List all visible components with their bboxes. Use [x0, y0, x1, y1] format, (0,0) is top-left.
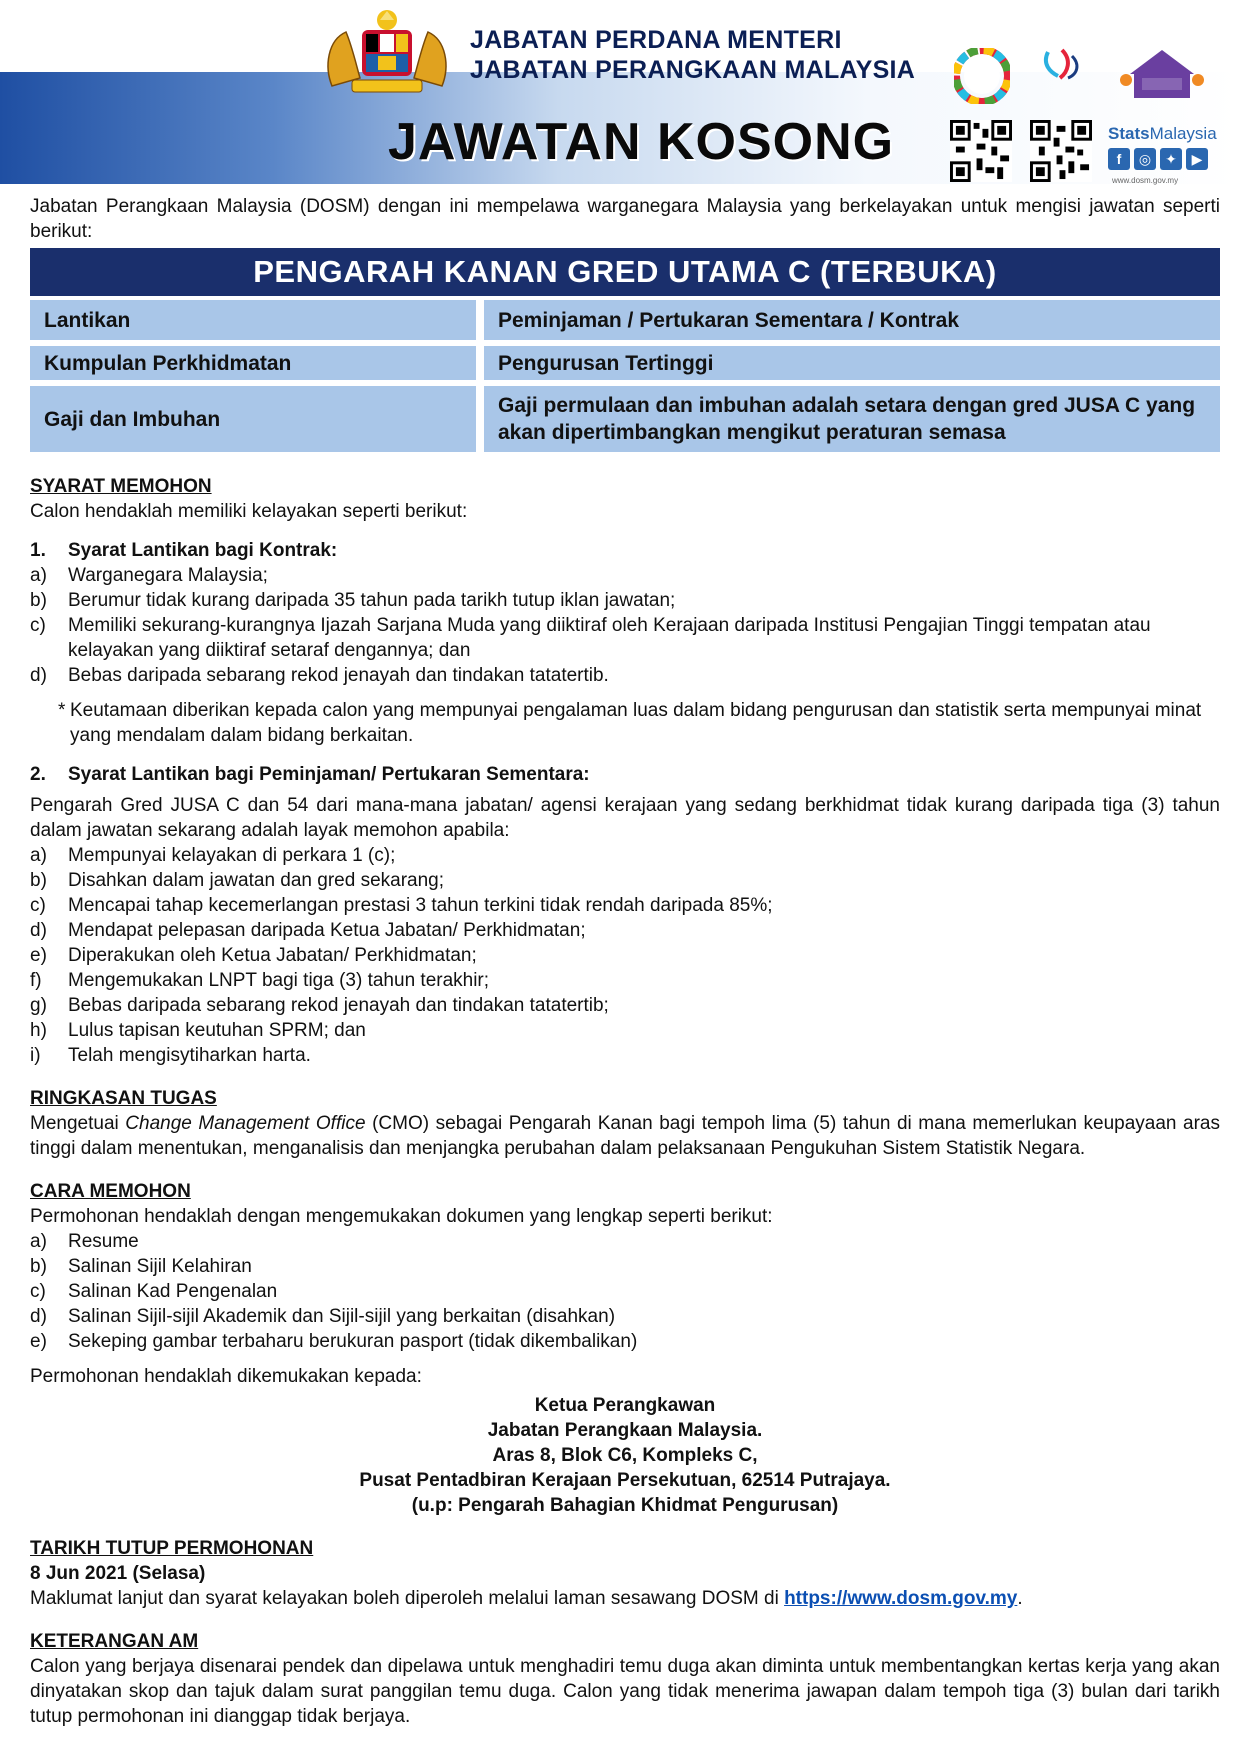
position-info-table [30, 294, 1220, 458]
list-item: d) Bebas daripada sebarang rekod jenayah dan tindakan tatatertib. [30, 665, 609, 686]
list-item: a) Mempunyai kelayakan di perkara 1 (c); [30, 845, 396, 866]
section-heading-syarat: SYARAT MEMOHON [30, 476, 212, 497]
info-label: Lantikan [30, 300, 476, 340]
section-heading-cara: CARA MEMOHON [30, 1181, 191, 1202]
info-value: Pengurusan Tertinggi [484, 346, 1220, 380]
header-banner [0, 0, 1240, 188]
list-item: c) Mencapai tahap kecemerlangan prestasi 3 tahun terkini tidak rendah daripada 85%; [30, 895, 773, 916]
intro-paragraph: Jabatan Perangkaan Malaysia (DOSM) dengan ini mempelawa warganegara Malaysia yang berkelayakan untuk mengisi jawatan seperti berikut: [30, 196, 1220, 242]
submit-to-text: Permohonan hendaklah dikemukakan kepada: [30, 1366, 422, 1387]
list-item: b) Berumur tidak kurang daripada 35 tahun pada tarikh tutup iklan jawatan; [30, 590, 676, 611]
cara-lead: Permohonan hendaklah dengan mengemukakan dokumen yang lengkap seperti berikut: [30, 1206, 773, 1227]
list-item: b) Disahkan dalam jawatan dan gred sekarang; [30, 870, 445, 891]
more-info-text: Maklumat lanjut dan syarat kelayakan boleh diperoleh melalui laman sesawang DOSM di https://www.dosm.gov.my. [30, 1588, 1023, 1609]
hari-statistik-negara-icon [1028, 46, 1094, 106]
address-line: Aras 8, Blok C6, Kompleks C, [492, 1445, 758, 1466]
info-label: Kumpulan Perkhidmatan [30, 346, 476, 380]
qr-code-icon [1030, 120, 1092, 182]
list-item: e) Sekeping gambar terbaharu berukuran pasport (tidak dikembalikan) [30, 1331, 638, 1352]
keterangan-paragraph: Calon yang berjaya disenarai pendek dan dipelawa untuk menghadiri temu duga akan diminta untuk membentangkan kertas kerja yang akan dinyatakan skop dan tajuk dalam surat panggilan temu duga. Calon yang tidak menerima jawapan dalam tempoh tiga (3) bulan dari tarikh tutup permohonan ini dianggap tidak berjaya. [30, 1656, 1220, 1727]
info-row-gaji [30, 386, 1220, 452]
list-item: a) Resume [30, 1231, 139, 1252]
list-item: c) Memiliki sekurang-kurangnya Ijazah Sarjana Muda yang diiktiraf oleh Kerajaan daripada Institusi Pengajian Tinggi tempatan atau kelayakan yang diiktiraf setaraf dengannya; dan [30, 615, 1151, 661]
sdg-wheel-icon [954, 48, 1010, 104]
facebook-icon[interactable]: f [1108, 148, 1130, 170]
dosm-website-link[interactable]: https://www.dosm.gov.my [784, 1588, 1018, 1609]
qr-code-icon [950, 120, 1012, 182]
section-heading-ringkasan: RINGKASAN TUGAS [30, 1088, 217, 1109]
closing-date: 8 Jun 2021 (Selasa) [30, 1563, 206, 1584]
ringkasan-paragraph: Mengetuai Change Management Office (CMO) sebagai Pengarah Kanan bagi tempoh lima (5) tahun di mana memerlukan keupayaan aras tinggi dalam menentukan, menganalisis dan menjangka perubahan dalam pelaksanaan Pengukuhan Sistem Statistik Negara. [30, 1113, 1220, 1159]
instagram-icon[interactable]: ◎ [1134, 148, 1156, 170]
twitter-icon[interactable]: ✦ [1160, 148, 1182, 170]
website-small-text: www.dosm.gov.my [1112, 176, 1179, 185]
list-item: b) Salinan Sijil Kelahiran [30, 1256, 252, 1277]
section-heading-keterangan: KETERANGAN AM [30, 1631, 199, 1652]
info-value: Peminjaman / Pertukaran Sementara / Kontrak [484, 300, 1220, 340]
peminjaman-lead: Pengarah Gred JUSA C dan 54 dari mana-mana jabatan/ agensi kerajaan yang sedang berkhidmat tidak kurang daripada tiga (3) tahun dalam jawatan sekarang adalah layak memohon apabila: [30, 795, 1220, 841]
position-title: PENGARAH KANAN GRED UTAMA C (TERBUKA) [30, 248, 1220, 296]
info-label: Gaji dan Imbuhan [30, 386, 476, 452]
agency-name-line1: JABATAN PERDANA MENTERI [470, 26, 842, 54]
list-item: c) Salinan Kad Pengenalan [30, 1281, 278, 1302]
page-title: JAWATAN KOSONG [388, 113, 895, 171]
peminjaman-list [30, 843, 1220, 1068]
list-item: d) Mendapat pelepasan daripada Ketua Jabatan/ Perkhidmatan; [30, 920, 586, 941]
malaysia-coat-of-arms-icon [318, 6, 456, 98]
list-item: d) Salinan Sijil-sijil Akademik dan Sijil-sijil yang berkaitan (disahkan) [30, 1306, 616, 1327]
social-media-icons [1108, 148, 1208, 170]
list-item: i) Telah mengisytiharkan harta. [30, 1045, 311, 1066]
address-line: Jabatan Perangkaan Malaysia. [487, 1420, 763, 1441]
info-row-lantikan [30, 300, 1220, 340]
address-line: Pusat Pentadbiran Kerajaan Persekutuan, 62514 Putrajaya. [359, 1470, 891, 1491]
agency-name-line2: JABATAN PERANGKAAN MALAYSIA [470, 56, 916, 84]
syarat-subtitle: Calon hendaklah memiliki kelayakan seperti berikut: [30, 501, 468, 522]
info-value: Gaji permulaan dan imbuhan adalah setara dengan gred JUSA C yang akan dipertimbangkan mengikut peraturan semasa [484, 386, 1220, 452]
info-row-kumpulan [30, 346, 1220, 380]
address-line: Ketua Perangkawan [534, 1395, 716, 1416]
banci-malaysia-icon [1116, 44, 1208, 104]
section-heading-tarikh: TARIKH TUTUP PERMOHONAN [30, 1538, 314, 1559]
documents-list [30, 1229, 1220, 1354]
youtube-icon[interactable]: ▶ [1186, 148, 1208, 170]
subsection-kontrak-heading: 1. Syarat Lantikan bagi Kontrak: [30, 540, 338, 561]
mailing-address [30, 1393, 1220, 1518]
list-item: e) Diperakukan oleh Ketua Jabatan/ Perkhidmatan; [30, 945, 477, 966]
list-item: f) Mengemukakan LNPT bagi tiga (3) tahun terakhir; [30, 970, 490, 991]
kontrak-list [30, 563, 1220, 688]
document-body [30, 194, 1220, 1729]
subsection-peminjaman-heading: 2. Syarat Lantikan bagi Peminjaman/ Pertukaran Sementara: [30, 764, 590, 785]
list-item: a) Warganegara Malaysia; [30, 565, 268, 586]
priority-note: * Keutamaan diberikan kepada calon yang mempunyai pengalaman luas dalam bidang pengurusan dan statistik serta mempunyai minat yang mendalam dalam bidang berkaitan. [58, 700, 1202, 746]
address-line: (u.p: Pengarah Bahagian Khidmat Pengurusan) [411, 1495, 839, 1516]
stats-malaysia-logo: StatsMalaysia [1108, 124, 1217, 143]
list-item: h) Lulus tapisan keutuhan SPRM; dan [30, 1020, 366, 1041]
list-item: g) Bebas daripada sebarang rekod jenayah dan tindakan tatatertib; [30, 995, 609, 1016]
